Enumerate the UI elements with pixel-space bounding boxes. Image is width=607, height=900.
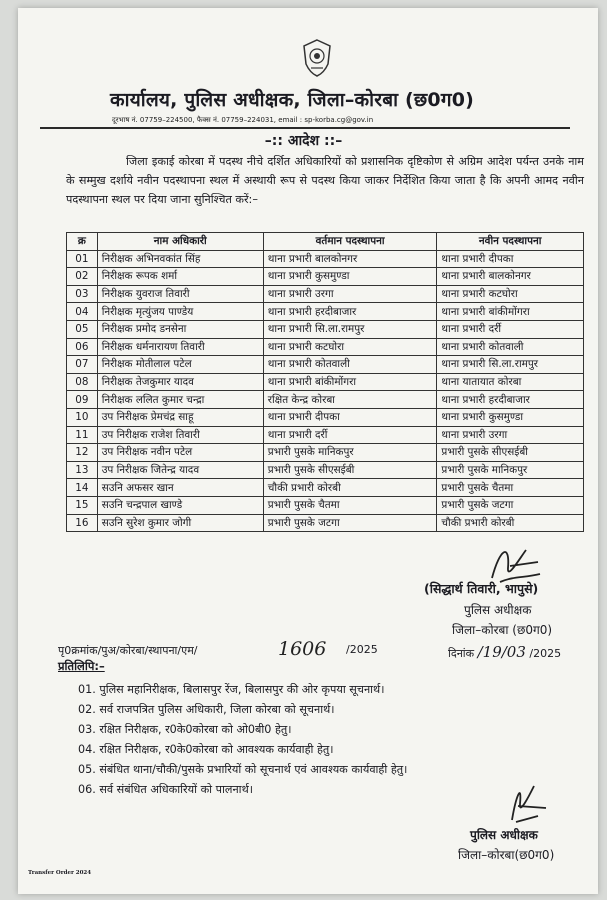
header-serial: क्र [67, 233, 98, 251]
cell-serial: 09 [67, 391, 98, 409]
date-day-month: /19/03 [477, 643, 526, 661]
table-row [67, 461, 584, 479]
cell-new-posting: थाना प्रभारी कटघोरा [437, 285, 584, 303]
signatory-designation: पुलिस अधीक्षक [464, 603, 532, 617]
cell-new-posting: थाना प्रभारी बालकोनगर [437, 268, 584, 286]
cell-new-posting: चौकी प्रभारी कोरबी [437, 514, 584, 532]
cell-serial: 13 [67, 461, 98, 479]
cell-new-posting: थाना यातायात कोरबा [437, 373, 584, 391]
table-row [67, 496, 584, 514]
cell-current-posting: थाना प्रभारी उरगा [263, 285, 437, 303]
table-row [67, 338, 584, 356]
cell-serial: 08 [67, 373, 98, 391]
office-title: कार्यालय, पुलिस अधीक्षक, जिला–कोरबा (छ0ग0) [110, 89, 475, 111]
copy-item: 06. सर्व संबंधित अधिकारियों को पालनार्थ। [78, 783, 253, 796]
cell-current-posting: थाना प्रभारी कोतवाली [263, 356, 437, 374]
table-row [67, 391, 584, 409]
header-current-posting: वर्तमान पदस्थापना [263, 233, 437, 251]
cell-new-posting: प्रभारी पुसके जटगा [437, 496, 584, 514]
date-year: /2025 [529, 647, 562, 660]
table-row [67, 356, 584, 374]
copy-item: 03. रक्षित निरीक्षक, र0के0कोरबा को ओ0बी0 हेतु। [78, 723, 292, 736]
order-heading: –:: आदेश ::– [264, 133, 343, 149]
signatory-office: जिला–कोरबा (छ0ग0) [452, 623, 553, 637]
contact-line: दूरभाष नं. 07759–224500, फैक्स नं. 07759–224031, email : sp-korba.cg@gov.in [112, 116, 374, 124]
cell-officer-name: उप निरीक्षक राजेश तिवारी [97, 426, 263, 444]
cell-officer-name: सउनि चन्द्रपाल खाण्डे [97, 496, 263, 514]
cell-officer-name: निरीक्षक अभिनवकांत सिंह [97, 250, 263, 268]
postings-table [66, 232, 584, 532]
cell-officer-name: निरीक्षक युवराज तिवारी [97, 285, 263, 303]
table-row [67, 268, 584, 286]
cell-officer-name: निरीक्षक ललित कुमार चन्द्रा [97, 391, 263, 409]
copy-list [78, 680, 407, 800]
footer-designation: पुलिस अधीक्षक [470, 828, 538, 842]
cell-officer-name: निरीक्षक प्रमोद डनसेना [97, 320, 263, 338]
table-row [67, 303, 584, 321]
cell-new-posting: थाना प्रभारी कोतवाली [437, 338, 584, 356]
cell-current-posting: प्रभारी पुसके जटगा [263, 514, 437, 532]
copy-item: 01. पुलिस महानिरीक्षक, बिलासपुर रेंज, बिलासपुर की ओर कृपया सूचनार्थ। [78, 683, 385, 696]
copy-label: प्रतिलिपि:– [58, 659, 105, 673]
cell-officer-name: उप निरीक्षक प्रेमचंद्र साहू [97, 408, 263, 426]
cell-serial: 07 [67, 356, 98, 374]
table-body [67, 250, 584, 532]
table-header-row [67, 233, 584, 251]
cell-serial: 15 [67, 496, 98, 514]
intro-paragraph [66, 152, 584, 209]
cell-serial: 16 [67, 514, 98, 532]
date-line [448, 643, 561, 661]
cell-new-posting: थाना प्रभारी उरगा [437, 426, 584, 444]
cell-current-posting: प्रभारी पुसके मानिकपुर [263, 444, 437, 462]
cell-serial: 01 [67, 250, 98, 268]
table-row [67, 373, 584, 391]
intro-text: जिला इकाई कोरबा में पदस्थ नीचे दर्शित अधिकारियों को प्रशासनिक दृष्टिकोण से अग्रिम आदेश पर्यन्त उनके नाम के सम्मुख दर्शाये नवीन पदस्थापना स्थल में अस्थायी रूप से पदस्थ किया जाकर निर्देशित किया जाता है कि अपनी आमद नवीन पदस्थापना स्थल पर दिया जाना सुनिश्चित करें:– [66, 155, 584, 206]
cell-officer-name: उप निरीक्षक जितेन्द्र यादव [97, 461, 263, 479]
copy-item: 02. सर्व राजपत्रित पुलिस अधिकारी, जिला कोरबा को सूचनार्थ। [78, 703, 335, 716]
footer-office: जिला–कोरबा(छ0ग0) [458, 848, 555, 862]
cell-officer-name: निरीक्षक मोतीलाल पटेल [97, 356, 263, 374]
cell-current-posting: थाना प्रभारी सि.ला.रामपुर [263, 320, 437, 338]
table-row [67, 320, 584, 338]
table-row [67, 514, 584, 532]
table-row [67, 285, 584, 303]
header-new-posting: नवीन पदस्थापना [437, 233, 584, 251]
cell-current-posting: थाना प्रभारी कुसमुण्डा [263, 268, 437, 286]
cell-officer-name: निरीक्षक तेजकुमार यादव [97, 373, 263, 391]
cell-officer-name: सउनि सुरेश कुमार जोगी [97, 514, 263, 532]
cell-officer-name: उप निरीक्षक नवीन पटेल [97, 444, 263, 462]
police-emblem-icon [300, 38, 334, 78]
cell-current-posting: चौकी प्रभारी कोरबी [263, 479, 437, 497]
cell-serial: 04 [67, 303, 98, 321]
table-row [67, 250, 584, 268]
copy-item: 05. संबंधित थाना/चौकी/पुसके प्रभारियों को सूचनार्थ एवं आवश्यक कार्यवाही हेतु। [78, 763, 408, 776]
cell-new-posting: थाना प्रभारी कुसमुण्डा [437, 408, 584, 426]
cell-officer-name: निरीक्षक धर्मनारायण तिवारी [97, 338, 263, 356]
cell-current-posting: थाना प्रभारी बांकीमोंगरा [263, 373, 437, 391]
cell-serial: 11 [67, 426, 98, 444]
table-row [67, 408, 584, 426]
table-row [67, 444, 584, 462]
signature-mark-icon [498, 776, 558, 826]
cell-new-posting: थाना प्रभारी दर्री [437, 320, 584, 338]
cell-serial: 02 [67, 268, 98, 286]
cell-current-posting: प्रभारी पुसके चैतमा [263, 496, 437, 514]
cell-current-posting: थाना प्रभारी कटघोरा [263, 338, 437, 356]
cell-officer-name: निरीक्षक मृत्युंजय पाण्डेय [97, 303, 263, 321]
cell-current-posting: प्रभारी पुसके सीएसईबी [263, 461, 437, 479]
cell-new-posting: थाना प्रभारी बांकीमोंगरा [437, 303, 584, 321]
header-officer-name: नाम अधिकारी [97, 233, 263, 251]
cell-new-posting: थाना प्रभारी दीपका [437, 250, 584, 268]
header-divider [40, 127, 570, 129]
cell-new-posting: थाना प्रभारी सि.ला.रामपुर [437, 356, 584, 374]
cell-serial: 10 [67, 408, 98, 426]
cell-current-posting: रक्षित केन्द्र कोरबा [263, 391, 437, 409]
date-label: दिनांक [448, 647, 475, 660]
cell-new-posting: थाना प्रभारी हरदीबाजार [437, 391, 584, 409]
cell-new-posting: प्रभारी पुसके मानिकपुर [437, 461, 584, 479]
copy-item: 04. रक्षित निरीक्षक, र0के0कोरबा को आवश्यक कार्यवाही हेतु। [78, 743, 334, 756]
cell-officer-name: सउनि अफसर खान [97, 479, 263, 497]
table-row [67, 479, 584, 497]
reference-year: /2025 [346, 643, 378, 656]
cell-serial: 12 [67, 444, 98, 462]
cell-serial: 03 [67, 285, 98, 303]
cell-serial: 05 [67, 320, 98, 338]
reference-prefix: पृ0क्रमांक/पुअ/कोरबा/स्थापना/एम/ [58, 644, 198, 657]
cell-current-posting: थाना प्रभारी हरदीबाजार [263, 303, 437, 321]
cell-new-posting: प्रभारी पुसके सीएसईबी [437, 444, 584, 462]
cell-current-posting: थाना प्रभारी दर्री [263, 426, 437, 444]
reference-number: 1606 [278, 638, 327, 660]
cell-new-posting: प्रभारी पुसके चैतमा [437, 479, 584, 497]
cell-current-posting: थाना प्रभारी बालकोनगर [263, 250, 437, 268]
cell-officer-name: निरीक्षक रूपक शर्मा [97, 268, 263, 286]
table-row [67, 426, 584, 444]
form-footer-label: Transfer Order 2024 [28, 870, 92, 876]
signatory-name: (सिद्धार्थ तिवारी, भापुसे) [424, 581, 539, 596]
cell-serial: 06 [67, 338, 98, 356]
cell-serial: 14 [67, 479, 98, 497]
cell-current-posting: थाना प्रभारी दीपका [263, 408, 437, 426]
